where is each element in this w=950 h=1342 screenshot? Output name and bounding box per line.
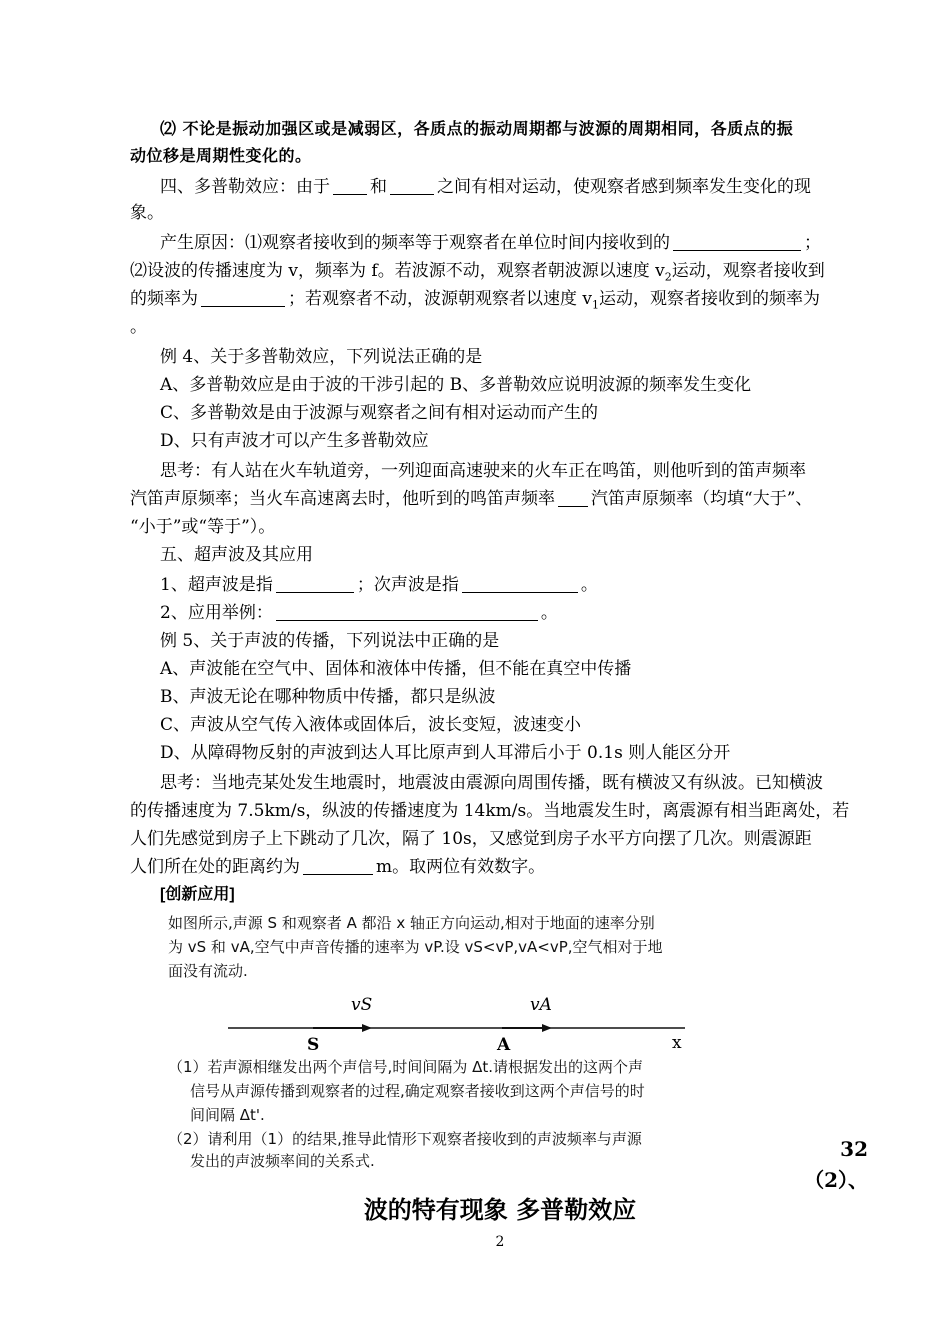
example-4: 例 4、关于多普勒效应，下列说法正确的是 — [160, 347, 483, 367]
text: 的频率为 — [130, 289, 198, 309]
subscript: 1 — [592, 298, 600, 312]
text: 1、超声波是指 — [160, 575, 273, 595]
blank-8 — [276, 602, 538, 621]
think-2-line-3: 人们先感觉到房子上下跳动了几次，隔了 10s，又感觉到房子水平方向摆了几次。则震源距 — [130, 829, 812, 849]
text: 。 — [540, 603, 558, 623]
subscript: 2 — [664, 270, 672, 284]
example-4-option-c: C、多普勒效是由于波源与观察者之间有相对运动而产生的 — [160, 403, 599, 423]
example-4-option-d: D、只有声波才可以产生多普勒效应 — [160, 431, 429, 451]
x-axis-diagram — [160, 988, 775, 1050]
question-2-line-2: 发出的声波频率间的关系式. — [190, 1152, 375, 1170]
blank-7 — [462, 574, 578, 593]
section-4-heading-cont: 象。 — [130, 203, 164, 223]
vs-arrow-head-icon — [362, 1024, 372, 1032]
text: ；若观察者不动，波源朝观察者以速度 v — [288, 289, 593, 309]
figure-text-3: 面没有流动. — [168, 962, 248, 980]
observer-a-label: A — [497, 1035, 511, 1050]
think-1-line-2 — [130, 486, 875, 512]
think-2-line-2: 的传播速度为 7.5km/s，纵波的传播速度为 14km/s。当地震发生时，离震源有相当距离处，若 — [130, 801, 850, 821]
text: m。取两位有效数字。 — [376, 857, 546, 877]
section-5-heading: 五、超声波及其应用 — [160, 545, 313, 565]
side-number: 32 — [840, 1137, 868, 1161]
axis-x-label: x — [672, 1033, 682, 1050]
think-2-line-4 — [130, 854, 875, 880]
text: ；次声波是指 — [356, 575, 459, 595]
innovation-heading: [创新应用] — [160, 886, 235, 903]
example-5-option-c: C、声波从空气传入液体或固体后，波长变短，波速变小 — [160, 715, 582, 735]
text: 和 — [370, 177, 387, 197]
text: ； — [804, 233, 821, 253]
vs-label: vS — [351, 995, 373, 1015]
think-1-line-3: “小于”或“等于”）。 — [130, 517, 276, 537]
text: 运动，观察者接收到 — [671, 261, 825, 281]
source-s-label: S — [307, 1035, 320, 1050]
text: 运动，观察者接收到的频率为 — [599, 289, 821, 309]
cause-line-4: 。 — [130, 317, 147, 337]
text: 汽笛声原频率（均填“大于”、 — [591, 489, 813, 509]
blank-1 — [333, 176, 367, 195]
text: 2、应用举例： — [160, 603, 273, 623]
page-number: 2 — [495, 1234, 505, 1250]
example-5-option-b: B、声波无论在哪种物质中传播，都只是纵波 — [160, 687, 496, 707]
question-1-line-2: 信号从声源传播到观察者的过程,确定观察者接收到这两个声信号的时 — [190, 1082, 645, 1100]
text: 之间有相对运动，使观察者感到频率发生变化的现 — [437, 177, 811, 197]
blank-6 — [276, 574, 354, 593]
figure-text-1: 如图所示,声源 S 和观察者 A 都沿 x 轴正方向运动,相对于地面的速率分别 — [168, 914, 655, 932]
blank-4 — [201, 288, 285, 307]
question-2-line-1: （2）请利用（1）的结果,推导此情形下观察者接收到的声波频率与声源 — [168, 1130, 642, 1148]
va-label: vA — [530, 995, 552, 1015]
example-5-option-a: A、声波能在空气中、固体和液体中传播，但不能在真空中传播 — [160, 659, 632, 679]
section-4-heading — [160, 174, 875, 200]
blank-5 — [558, 488, 588, 507]
example-4-option-ab: A、多普勒效应是由于波的干涉引起的 B、多普勒效应说明波源的频率发生变化 — [160, 375, 752, 395]
blank-9 — [303, 856, 373, 875]
text: 。 — [580, 575, 598, 595]
section-5-item-2 — [160, 600, 875, 626]
section-5-item-1 — [160, 572, 875, 598]
blank-3 — [673, 232, 801, 251]
think-2-line-1: 思考：当地壳某处发生地震时，地震波由震源向周围传播，既有横波又有纵波。已知横波 — [160, 773, 823, 793]
text: 人们所在处的距离约为 — [130, 857, 300, 877]
question-1-line-1: （1）若声源相继发出两个声信号,时间间隔为 Δt.请根据发出的这两个声 — [168, 1058, 643, 1076]
blank-2 — [390, 176, 434, 195]
figure-text-2: 为 vS 和 vA,空气中声音传播的速率为 vP.设 vS<vP,vA<vP,空气相对于地 — [168, 938, 663, 956]
cause-line-1 — [160, 230, 875, 256]
note-line-2: 动位移是周期性变化的。 — [130, 146, 312, 165]
problem-figure — [160, 908, 775, 1172]
text: ⑵设波的传播速度为 v，频率为 f。若波源不动，观察者朝波源以速度 v — [130, 261, 665, 281]
va-arrow-head-icon — [542, 1024, 552, 1032]
text: 汽笛声原频率；当火车高速离去时，他听到的鸣笛声频率 — [130, 489, 555, 509]
example-5-option-d: D、从障碍物反射的声波到达人耳比原声到人耳滞后小于 0.1s 则人能区分开 — [160, 743, 731, 763]
text: 四、多普勒效应：由于 — [160, 177, 330, 197]
side-subnumber: （2）、 — [804, 1168, 868, 1192]
think-1-line-1: 思考：有人站在火车轨道旁，一列迎面高速驶来的火车正在鸣笛，则他听到的笛声频率 — [160, 461, 806, 481]
text: 产生原因：⑴观察者接收到的频率等于观察者在单位时间内接收到的 — [160, 233, 670, 253]
question-1-line-3: 间间隔 Δt'. — [190, 1106, 265, 1124]
note-line-1: ⑵ 不论是振动加强区或是减弱区，各质点的振动周期都与波源的周期相同，各质点的振 — [160, 119, 794, 138]
page-title: 波的特有现象 多普勒效应 — [363, 1196, 637, 1224]
example-5: 例 5、关于声波的传播，下列说法中正确的是 — [160, 631, 500, 651]
